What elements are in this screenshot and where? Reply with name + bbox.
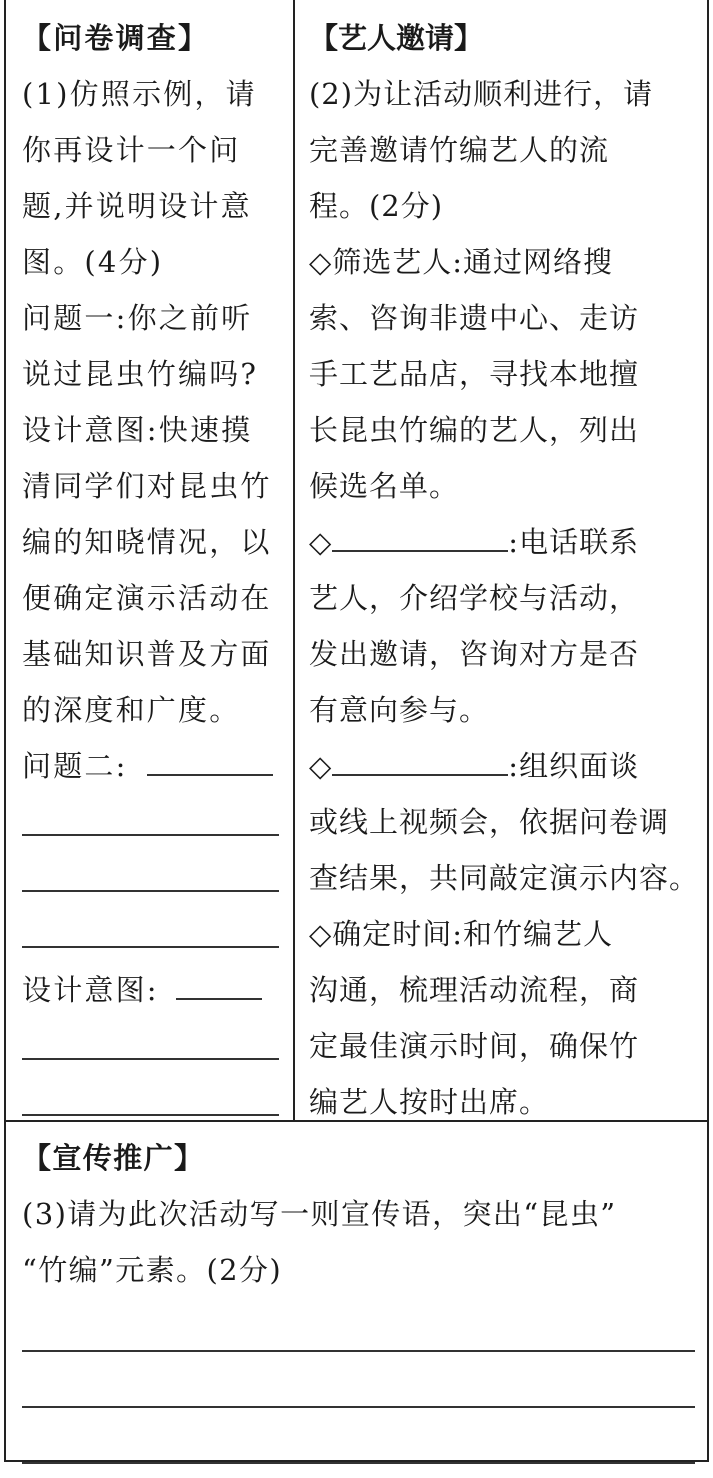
invitation-line: 定最佳演示时间，确保竹 xyxy=(308,1029,639,1063)
step-three-blank[interactable] xyxy=(332,740,508,776)
invitation-line: 程。(2分) xyxy=(308,189,444,223)
questionnaire-line: 设计意图:快速摸 xyxy=(22,413,253,447)
invitation-line: ◇筛选艺人:通过网络搜 xyxy=(308,245,614,279)
invitation-line: 艺人，介绍学校与活动， xyxy=(308,581,639,615)
invitation-line: 沟通，梳理活动流程，商 xyxy=(308,973,639,1007)
invitation-line: 候选名单。 xyxy=(308,469,459,503)
questionnaire-line: 题,并说明设计意 xyxy=(22,189,252,223)
questionnaire-line: 图。(4分) xyxy=(22,245,164,279)
invitation-line: 完善邀请竹编艺人的流 xyxy=(308,133,609,167)
promotion-section xyxy=(6,1122,707,1478)
invitation-line: 索、咨询非遗中心、走访 xyxy=(308,301,639,335)
question-two-row xyxy=(22,738,287,794)
promotion-line: (3)请为此次活动写一则宣传语，突出“昆虫” xyxy=(22,1197,617,1231)
step-two-tail: :电话联系 xyxy=(508,525,640,559)
step-three-tail: :组织面谈 xyxy=(508,749,640,783)
slogan-answer-line[interactable] xyxy=(22,1366,699,1422)
question-two-label: 问题二: xyxy=(22,749,128,783)
questionnaire-line: 便确定演示活动在 xyxy=(22,581,272,615)
questionnaire-line: (1)仿照示例，请 xyxy=(22,77,257,111)
invitation-line: 长昆虫竹编的艺人，列出 xyxy=(308,413,639,447)
question-two-answer-line[interactable] xyxy=(22,850,287,906)
invitation-line: 发出邀请，咨询对方是否 xyxy=(308,637,639,671)
invitation-line: (2)为让活动顺利进行，请 xyxy=(308,77,654,111)
step-two-row xyxy=(309,514,699,570)
design-intent-answer-line[interactable] xyxy=(22,1018,287,1074)
questionnaire-column xyxy=(6,0,295,1120)
design-intent-blank[interactable] xyxy=(176,964,262,1000)
spacer xyxy=(22,1298,699,1310)
design-intent-answer-line[interactable] xyxy=(22,1074,287,1130)
worksheet xyxy=(4,0,709,1462)
step-three-row xyxy=(309,738,699,794)
invitation-line: ◇确定时间:和竹编艺人 xyxy=(308,917,614,951)
invitation-line: 有意向参与。 xyxy=(308,693,489,727)
promotion-heading: 【宣传推广】 xyxy=(22,1141,205,1175)
question-two-answer-line[interactable] xyxy=(22,906,287,962)
slogan-answer-line[interactable] xyxy=(22,1310,699,1366)
question-two-blank[interactable] xyxy=(147,740,273,776)
invitation-line: 或线上视频会，依据问卷调 xyxy=(308,805,669,839)
questionnaire-line: 问题一:你之前听 xyxy=(22,301,253,335)
promotion-line: “竹编”元素。(2分) xyxy=(22,1253,283,1287)
question-two-answer-line[interactable] xyxy=(22,794,287,850)
top-section xyxy=(6,0,707,1122)
questionnaire-line: 清同学们对昆虫竹 xyxy=(22,469,272,503)
questionnaire-line: 基础知识普及方面 xyxy=(22,637,272,671)
invitation-heading: 【艺人邀请】 xyxy=(308,21,483,55)
questionnaire-line: 的深度和广度。 xyxy=(22,693,241,727)
invitation-line: 编艺人按时出席。 xyxy=(308,1085,549,1119)
questionnaire-line: 说过昆虫竹编吗? xyxy=(22,357,259,391)
questionnaire-line: 编的知晓情况，以 xyxy=(22,525,272,559)
questionnaire-line: 你再设计一个问 xyxy=(22,133,241,167)
design-intent-row xyxy=(22,962,287,1018)
artist-invitation-column xyxy=(295,0,707,1120)
design-intent-label: 设计意图: xyxy=(22,973,159,1007)
slogan-answer-line[interactable] xyxy=(22,1422,699,1478)
questionnaire-heading: 【问卷调查】 xyxy=(22,21,210,55)
diamond-icon: ◇ xyxy=(308,525,333,559)
diamond-icon: ◇ xyxy=(308,749,333,783)
invitation-line: 手工艺品店，寻找本地擅 xyxy=(308,357,639,391)
step-two-blank[interactable] xyxy=(332,516,508,552)
invitation-line: 查结果，共同敲定演示内容。 xyxy=(308,861,699,895)
